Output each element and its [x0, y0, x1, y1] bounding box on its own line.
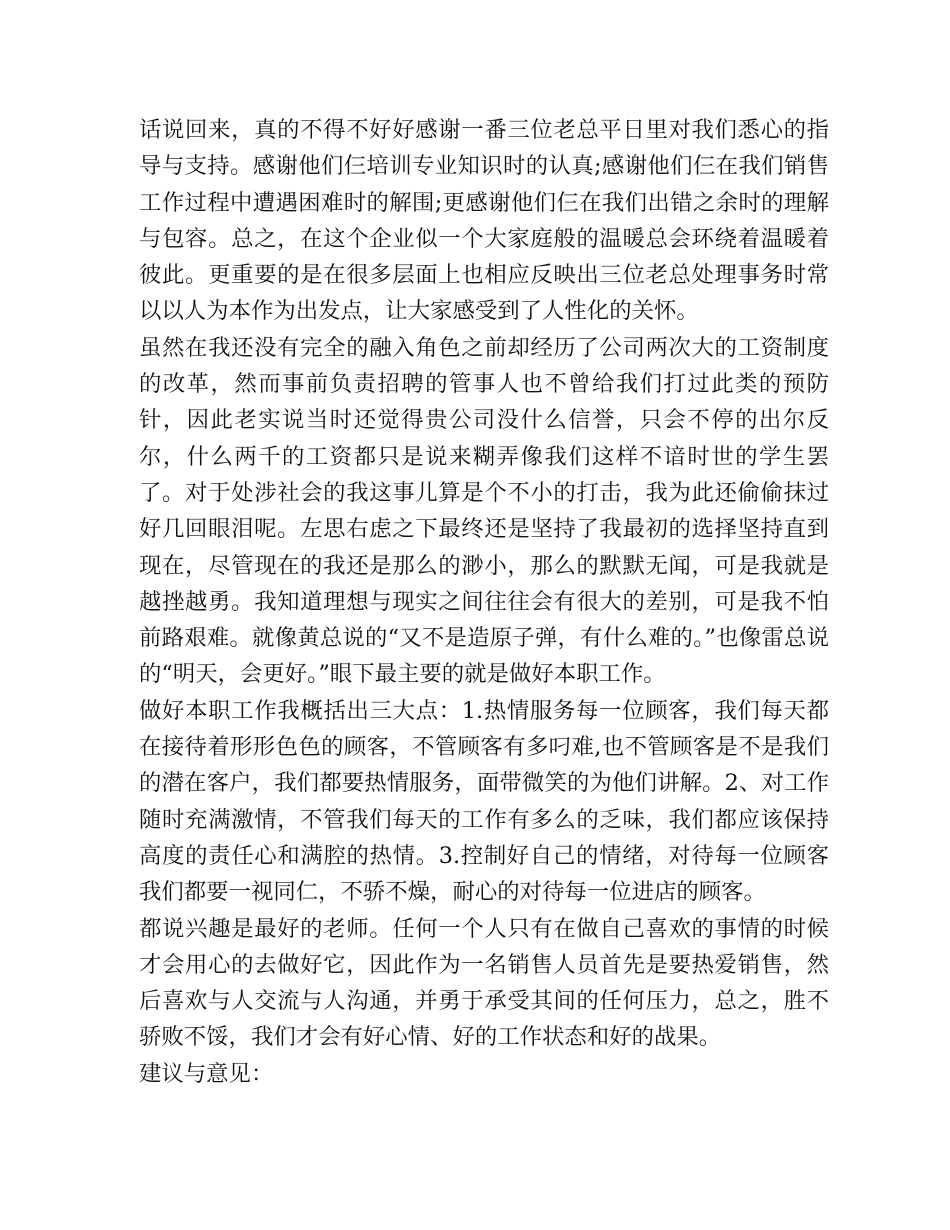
- paragraph-interest: 都说兴趣是最好的老师。任何一个人只有在做自己喜欢的事情的时候才会用心的去做好它，因此作为一名销售人员首先是要热爱销售，然后喜欢与人交流与人沟通，并勇于承受其间的任何压力，总之，胜不骄败不馁，我们才会有好心情、好的工作状态和好的战果。: [139, 915, 829, 1051]
- paragraph-suggestions-heading: 建议与意见：: [139, 1060, 274, 1087]
- paragraph-gratitude: 话说回来，真的不得不好好感谢一番三位老总平日里对我们悉心的指导与支持。感谢他们仨培训专业知识时的认真;感谢他们仨在我们销售工作过程中遭遇困难时的解围;更感谢他们仨在我们出错之余时的理解与包容。总之，在这个企业似一个大家庭般的温暖总会环绕着温暖着彼此。更重要的是在很多层面上也相应反映出三位老总处理事务时常以以人为本作为出发点，让大家感受到了人性化的关怀。: [139, 117, 829, 325]
- document-body: [139, 112, 829, 1092]
- paragraph-salary-reform: 虽然在我还没有完全的融入角色之前却经历了公司两次大的工资制度的改革，然而事前负责招聘的管事人也不曾给我们打过此类的预防针，因此老实说当时还觉得贵公司没什么信誉，只会不停的出尔反尔，什么两千的工资都只是说来糊弄像我们这样不谙时世的学生罢了。对于处涉社会的我这事儿算是个不小的打击，我为此还偷偷抹过好几回眼泪呢。左思右虑之下最终还是坚持了我最初的选择坚持直到现在，尽管现在的我还是那么的渺小，那么的默默无闻，可是我就是越挫越勇。我知道理想与现实之间往往会有很大的差别，可是我不怕前路艰难。就像黄总说的“又不是造原子弹，有什么难的。”也像雷总说的“明天，会更好。”眼下最主要的就是做好本职工作。: [139, 334, 829, 688]
- paragraph-job-duties: 做好本职工作我概括出三大点：1.热情服务每一位顾客，我们每天都在接待着形形色色的顾客，不管顾客有多叼难,也不管顾客是不是我们的潜在客户，我们都要热情服务，面带微笑的为他们讲解。2、对工作随时充满激情，不管我们每天的工作有多么的乏味，我们都应该保持高度的责任心和满腔的热情。3.控制好自己的情绪，对待每一位顾客我们都要一视同仁，不骄不燥，耐心的对待每一位进店的顾客。: [139, 697, 829, 906]
